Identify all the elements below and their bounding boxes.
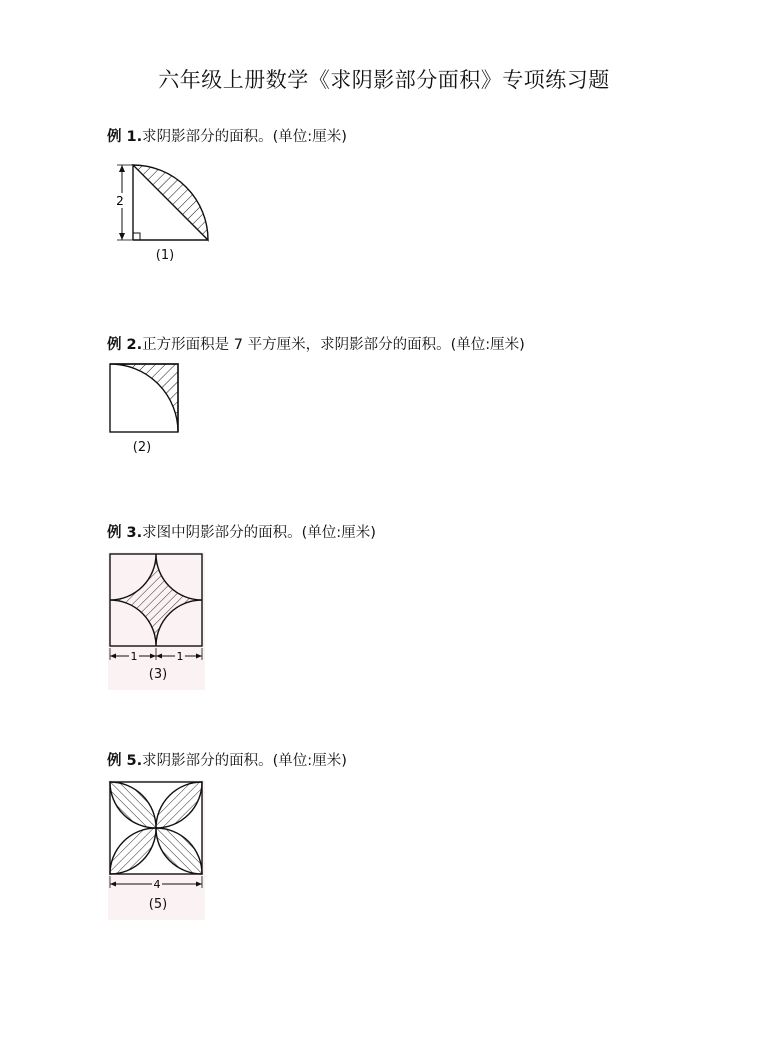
problem-3-heading xyxy=(107,521,376,542)
figure-3-dimension-label-left: 1 xyxy=(130,650,138,663)
figure-1-dimension-label: 2 xyxy=(116,194,124,208)
problem-5-heading xyxy=(107,749,347,770)
problem-2-text: 正方形面积是 7 平方厘米，求阴影部分的面积。(单位:厘米) xyxy=(142,337,525,353)
problem-5-text: 求阴影部分的面积。(单位:厘米) xyxy=(142,753,347,769)
figure-3-caption: (3) xyxy=(148,667,168,682)
figure-5-dimension-label: 4 xyxy=(153,878,161,891)
problem-1-text: 求阴影部分的面积。(单位:厘米) xyxy=(142,129,347,145)
problem-5-label: 例 5. xyxy=(107,753,143,769)
figure-5-caption: (5) xyxy=(148,897,168,912)
figure-1-quarter-circle xyxy=(108,160,228,250)
figure-3-dimension-label-right: 1 xyxy=(176,650,184,663)
problem-1-heading xyxy=(107,125,347,146)
problem-3-text: 求图中阴影部分的面积。(单位:厘米) xyxy=(142,525,376,541)
figure-1-shaded-segment xyxy=(133,165,208,240)
page-title: 六年级上册数学《求阴影部分面积》专项练习题 xyxy=(158,68,610,92)
figure-5-square-four-petals xyxy=(108,780,208,900)
figure-1-caption: (1) xyxy=(155,248,175,263)
problem-1-label: 例 1. xyxy=(107,129,143,145)
problem-2-label: 例 2. xyxy=(107,337,143,353)
figure-3-shaded-region xyxy=(110,554,202,646)
figure-3-square-four-quarter-circles xyxy=(108,552,208,672)
figure-2-square-quarter-circle xyxy=(108,362,188,442)
problem-2-heading xyxy=(107,333,525,354)
problem-3-label: 例 3. xyxy=(107,525,143,541)
figure-2-caption: (2) xyxy=(132,440,152,455)
